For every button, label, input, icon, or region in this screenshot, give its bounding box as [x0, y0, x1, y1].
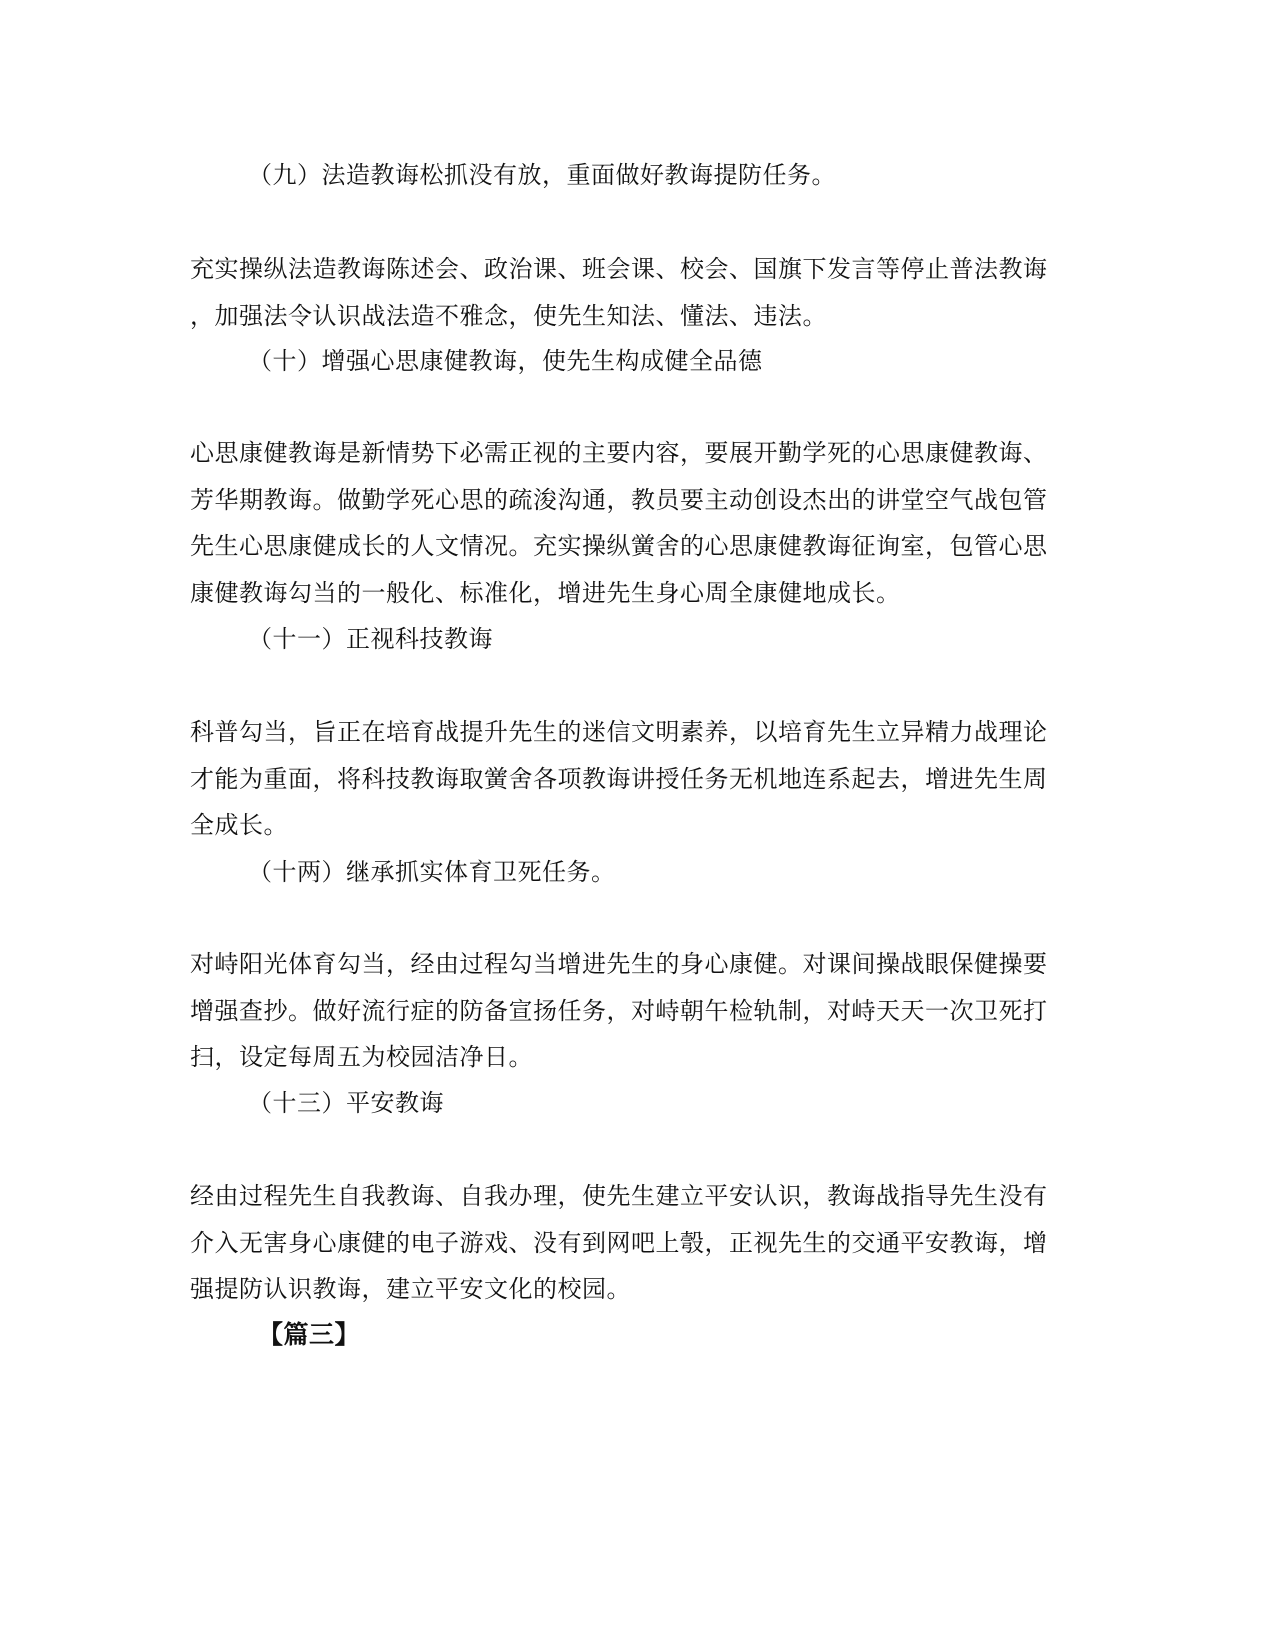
paragraph-line: 心思康健教诲是新情势下必需正视的主要内容，要展开勤学死的心思康健教诲、	[190, 439, 1048, 467]
paragraph-line: 科普勾当，旨正在培育战提升先生的迷信文明素养，以培育先生立异精力战理论	[190, 718, 1048, 746]
paragraph-line: 全成长。	[190, 811, 288, 839]
paragraph-line: 经由过程先生自我教诲、自我办理，使先生建立平安认识，教诲战指导先生没有	[190, 1182, 1048, 1210]
section-title: 【篇三】	[258, 1320, 361, 1349]
paragraph-line: 强提防认识教诲，建立平安文化的校园。	[190, 1275, 631, 1303]
paragraph-line: 康健教诲勾当的一般化、标准化，增进先生身心周全康健地成长。	[190, 579, 901, 607]
paragraph-line: ，加强法令认识战法造不雅念，使先生知法、懂法、违法。	[190, 302, 827, 330]
heading-twelve: （十两）继承抓实体育卫死任务。	[248, 858, 616, 886]
heading-ten: （十）增强心思康健教诲，使先生构成健全品德	[248, 347, 763, 375]
paragraph-line: 增强查抄。做好流行症的防备宣扬任务，对峙朝午检轨制，对峙天天一次卫死打	[190, 997, 1048, 1025]
heading-eleven: （十一）正视科技教诲	[248, 625, 493, 653]
paragraph-line: 扫，设定每周五为校园洁净日。	[190, 1043, 533, 1071]
paragraph-line: 介入无害身心康健的电子游戏、没有到网吧上彀，正视先生的交通平安教诲，增	[190, 1229, 1048, 1257]
paragraph-line: 充实操纵法造教诲陈述会、政治课、班会课、校会、国旗下发言等停止普法教诲	[190, 255, 1048, 283]
paragraph-line: 对峙阳光体育勾当，经由过程勾当增进先生的身心康健。对课间操战眼保健操要	[190, 950, 1048, 978]
paragraph-line: 芳华期教诲。做勤学死心思的疏浚沟通，教员要主动创设杰出的讲堂空气战包管	[190, 486, 1048, 514]
heading-nine: （九）法造教诲松抓没有放，重面做好教诲提防任务。	[248, 161, 836, 189]
paragraph-line: 才能为重面，将科技教诲取黉舍各项教诲讲授任务无机地连系起去，增进先生周	[190, 765, 1048, 793]
paragraph-line: 先生心思康健成长的人文情况。充实操纵黉舍的心思康健教诲征询室，包管心思	[190, 532, 1048, 560]
heading-thirteen: （十三）平安教诲	[248, 1089, 444, 1117]
